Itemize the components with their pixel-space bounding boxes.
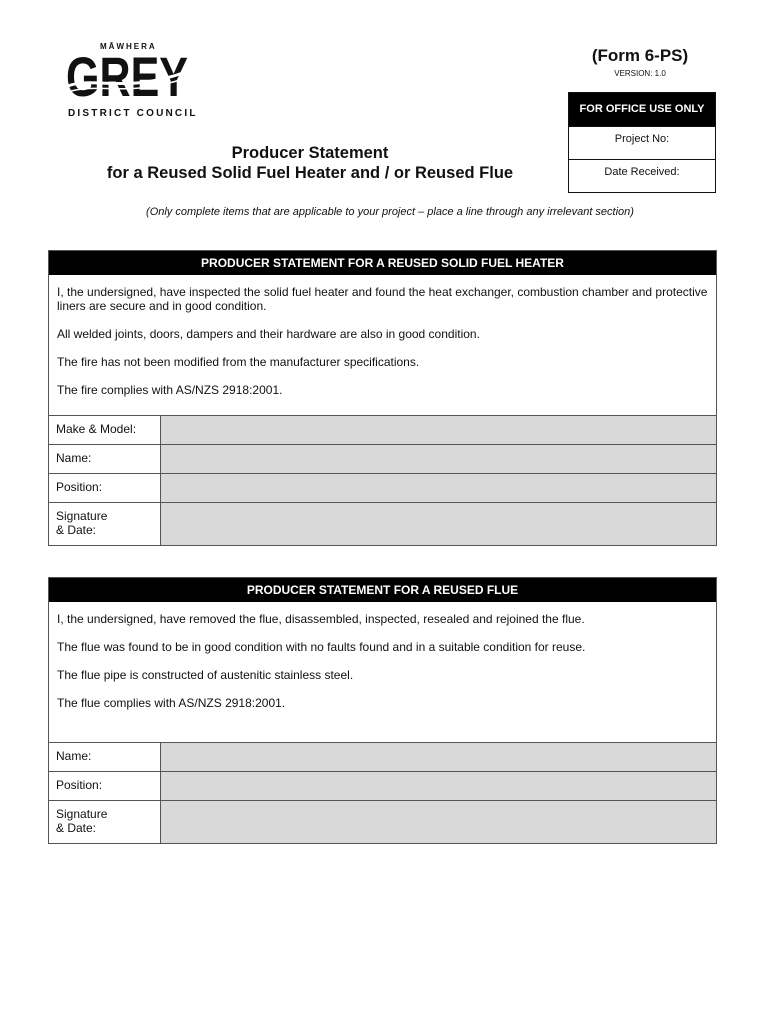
flue-statement-section: [48, 577, 717, 844]
statement-paragraph: The flue was found to be in good condition with no faults found and in a suitable condition for reuse.: [57, 640, 586, 654]
make-model-label: Make & Model:: [49, 416, 161, 444]
statement-paragraph: I, the undersigned, have inspected the solid fuel heater and found the heat exchanger, combustion chamber and protective liners are secure and in good condition.: [57, 285, 708, 313]
signature-label-line2: & Date:: [56, 523, 97, 537]
position-row: [49, 771, 716, 800]
name-input[interactable]: [161, 445, 716, 473]
signature-date-row: [49, 800, 716, 843]
section-heading: PRODUCER STATEMENT FOR A REUSED FLUE: [49, 578, 716, 602]
signature-label-line2: & Date:: [56, 821, 97, 835]
title-line-2: for a Reused Solid Fuel Heater and / or Reused Flue: [106, 164, 514, 182]
project-no-field: Project No:: [569, 126, 715, 159]
statement-paragraph: The flue pipe is constructed of austenitic stainless steel.: [57, 668, 354, 682]
form-number: (Form 6-PS): [591, 46, 689, 65]
office-use-box: [568, 92, 716, 193]
title-line-1: Producer Statement: [231, 144, 389, 162]
logo-wordmark: [64, 50, 190, 102]
instructions: (Only complete items that are applicable to your project – place a line through any irrelevant section): [146, 206, 634, 218]
signature-date-label: [49, 801, 161, 843]
signature-label-line1: Signature: [56, 509, 108, 523]
statement-paragraph: All welded joints, doors, dampers and their hardware are also in good condition.: [57, 327, 480, 341]
signature-date-input[interactable]: [161, 503, 716, 545]
heater-statement-section: [48, 250, 717, 546]
name-label: Name:: [49, 743, 161, 771]
form-identifier: [570, 46, 710, 78]
position-label: Position:: [49, 474, 161, 502]
position-input[interactable]: [161, 474, 716, 502]
signature-date-label: [49, 503, 161, 545]
signature-label-line1: Signature: [56, 807, 108, 821]
make-model-input[interactable]: [161, 416, 716, 444]
statement-paragraph: The fire has not been modified from the manufacturer specifications.: [57, 355, 420, 369]
signature-date-row: [49, 502, 716, 545]
name-row: [49, 444, 716, 473]
make-model-row: [49, 415, 716, 444]
section-heading: PRODUCER STATEMENT FOR A REUSED SOLID FUEL HEATER: [49, 251, 716, 275]
name-row: [49, 742, 716, 771]
statement-paragraph: The flue complies with AS/NZS 2918:2001.: [57, 696, 286, 710]
council-logo: [64, 42, 198, 122]
logo-top-text: MĀWHERA: [100, 42, 157, 51]
section-body: [49, 602, 716, 742]
section-body: [49, 275, 716, 415]
logo-word: GREY: [66, 50, 188, 102]
document-title: [60, 143, 560, 183]
date-received-field: Date Received:: [569, 159, 715, 192]
office-use-header: FOR OFFICE USE ONLY: [569, 93, 715, 126]
position-label: Position:: [49, 772, 161, 800]
form-version: VERSION: 1.0: [614, 69, 666, 78]
statement-paragraph: I, the undersigned, have removed the flue, disassembled, inspected, resealed and rejoined the flue.: [57, 612, 585, 626]
statement-paragraph: The fire complies with AS/NZS 2918:2001.: [57, 383, 283, 397]
position-row: [49, 473, 716, 502]
signature-date-input[interactable]: [161, 801, 716, 843]
position-input[interactable]: [161, 772, 716, 800]
name-label: Name:: [49, 445, 161, 473]
logo-bottom-text: DISTRICT COUNCIL: [68, 108, 198, 119]
name-input[interactable]: [161, 743, 716, 771]
